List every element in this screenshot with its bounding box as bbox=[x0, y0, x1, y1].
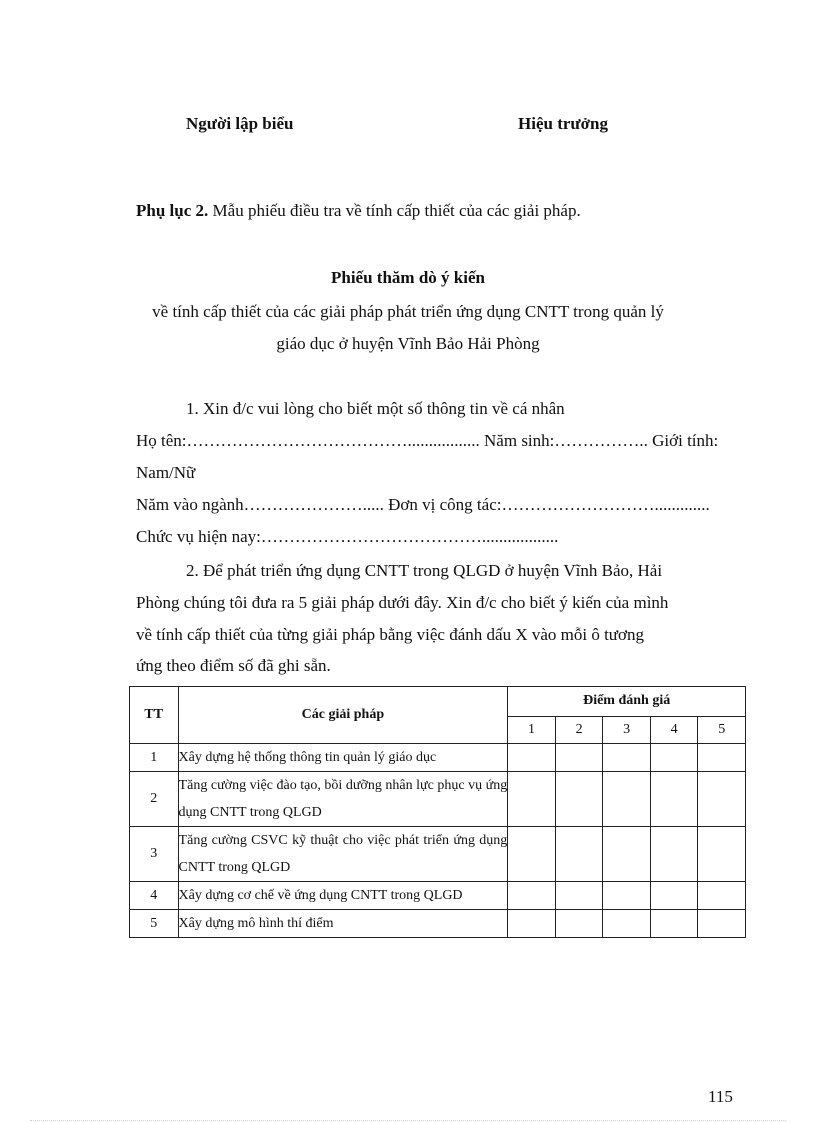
question-2-line4: ứng theo điểm số đã ghi sẵn. bbox=[136, 656, 331, 675]
row-number: 5 bbox=[130, 910, 179, 938]
field-position-line: Chức vụ hiện nay:………………………………….................. bbox=[136, 527, 559, 546]
table-row bbox=[130, 772, 746, 827]
score-cell[interactable] bbox=[698, 744, 746, 772]
solution-text: Xây dựng cơ chế về ứng dụng CNTT trong QLGD bbox=[178, 882, 508, 910]
score-cell[interactable] bbox=[650, 882, 698, 910]
score-header-1: 1 bbox=[508, 716, 556, 743]
score-cell[interactable] bbox=[555, 910, 603, 938]
score-cell[interactable] bbox=[603, 744, 651, 772]
form-title: Phiếu thăm dò ý kiến bbox=[331, 268, 485, 287]
table-row bbox=[130, 744, 746, 772]
score-cell[interactable] bbox=[555, 744, 603, 772]
score-cell[interactable] bbox=[603, 882, 651, 910]
score-cell[interactable] bbox=[603, 910, 651, 938]
table-row bbox=[130, 882, 746, 910]
form-subtitle-line1: về tính cấp thiết của các giải pháp phát triển ứng dụng CNTT trong quản lý bbox=[152, 302, 664, 321]
score-cell[interactable] bbox=[555, 827, 603, 882]
appendix-label: Phụ lục 2. bbox=[136, 201, 209, 220]
score-cell[interactable] bbox=[555, 882, 603, 910]
field-gender: Nam/Nữ bbox=[136, 463, 196, 482]
solution-text: Tăng cường CSVC kỹ thuật cho việc phát triển ứng dụng CNTT trong QLGD bbox=[178, 827, 508, 882]
score-cell[interactable] bbox=[650, 827, 698, 882]
score-header-3: 3 bbox=[603, 716, 651, 743]
signature-right-label: Hiệu trưởng bbox=[518, 114, 608, 133]
score-cell[interactable] bbox=[698, 772, 746, 827]
appendix-heading bbox=[136, 201, 581, 221]
score-cell[interactable] bbox=[650, 910, 698, 938]
score-header-2: 2 bbox=[555, 716, 603, 743]
column-header-score: Điểm đánh giá bbox=[508, 687, 746, 717]
score-cell[interactable] bbox=[555, 772, 603, 827]
score-header-4: 4 bbox=[650, 716, 698, 743]
footer-divider bbox=[30, 1120, 786, 1121]
row-number: 3 bbox=[130, 827, 179, 882]
page-number: 115 bbox=[708, 1087, 733, 1106]
score-cell[interactable] bbox=[508, 827, 556, 882]
score-cell[interactable] bbox=[603, 772, 651, 827]
solution-text: Tăng cường việc đào tạo, bồi dưỡng nhân lực phục vụ ứng dụng CNTT trong QLGD bbox=[178, 772, 508, 827]
row-number: 1 bbox=[130, 744, 179, 772]
column-header-tt: TT bbox=[130, 687, 179, 744]
question-1: 1. Xin đ/c vui lòng cho biết một số thông tin về cá nhân bbox=[186, 399, 565, 418]
column-header-solutions: Các giải pháp bbox=[178, 687, 508, 744]
form-subtitle-line2: giáo dục ở huyện Vĩnh Bảo Hải Phòng bbox=[276, 334, 540, 353]
table-row bbox=[130, 827, 746, 882]
score-cell[interactable] bbox=[650, 772, 698, 827]
score-cell[interactable] bbox=[698, 882, 746, 910]
appendix-text: Mẫu phiếu điều tra về tính cấp thiết của các giải pháp. bbox=[208, 201, 581, 220]
solution-text: Xây dựng mô hình thí điểm bbox=[178, 910, 508, 938]
score-header-5: 5 bbox=[698, 716, 746, 743]
signature-left-label: Người lập biểu bbox=[186, 114, 294, 133]
question-2-line3: về tính cấp thiết của từng giải pháp bằng việc đánh dấu X vào mỗi ô tương bbox=[136, 625, 645, 644]
score-cell[interactable] bbox=[508, 910, 556, 938]
score-cell[interactable] bbox=[698, 827, 746, 882]
field-name-line: Họ tên:…………………………………................. Năm sinh:…………….. Giới tính: bbox=[136, 431, 719, 450]
score-cell[interactable] bbox=[508, 772, 556, 827]
row-number: 2 bbox=[130, 772, 179, 827]
question-2-line1: 2. Để phát triển ứng dụng CNTT trong QLGD ở huyện Vĩnh Bảo, Hải bbox=[186, 561, 663, 580]
score-cell[interactable] bbox=[698, 910, 746, 938]
score-cell[interactable] bbox=[603, 827, 651, 882]
score-cell[interactable] bbox=[508, 744, 556, 772]
score-cell[interactable] bbox=[650, 744, 698, 772]
solution-text: Xây dựng hệ thống thông tin quản lý giáo dục bbox=[178, 744, 508, 772]
score-cell[interactable] bbox=[508, 882, 556, 910]
survey-table bbox=[129, 686, 746, 938]
field-year-line: Năm vào ngành…………………..... Đơn vị công tác:………………………............. bbox=[136, 495, 710, 514]
table-row bbox=[130, 910, 746, 938]
question-2-line2: Phòng chúng tôi đưa ra 5 giải pháp dưới đây. Xin đ/c cho biết ý kiến của mình bbox=[136, 593, 669, 612]
row-number: 4 bbox=[130, 882, 179, 910]
